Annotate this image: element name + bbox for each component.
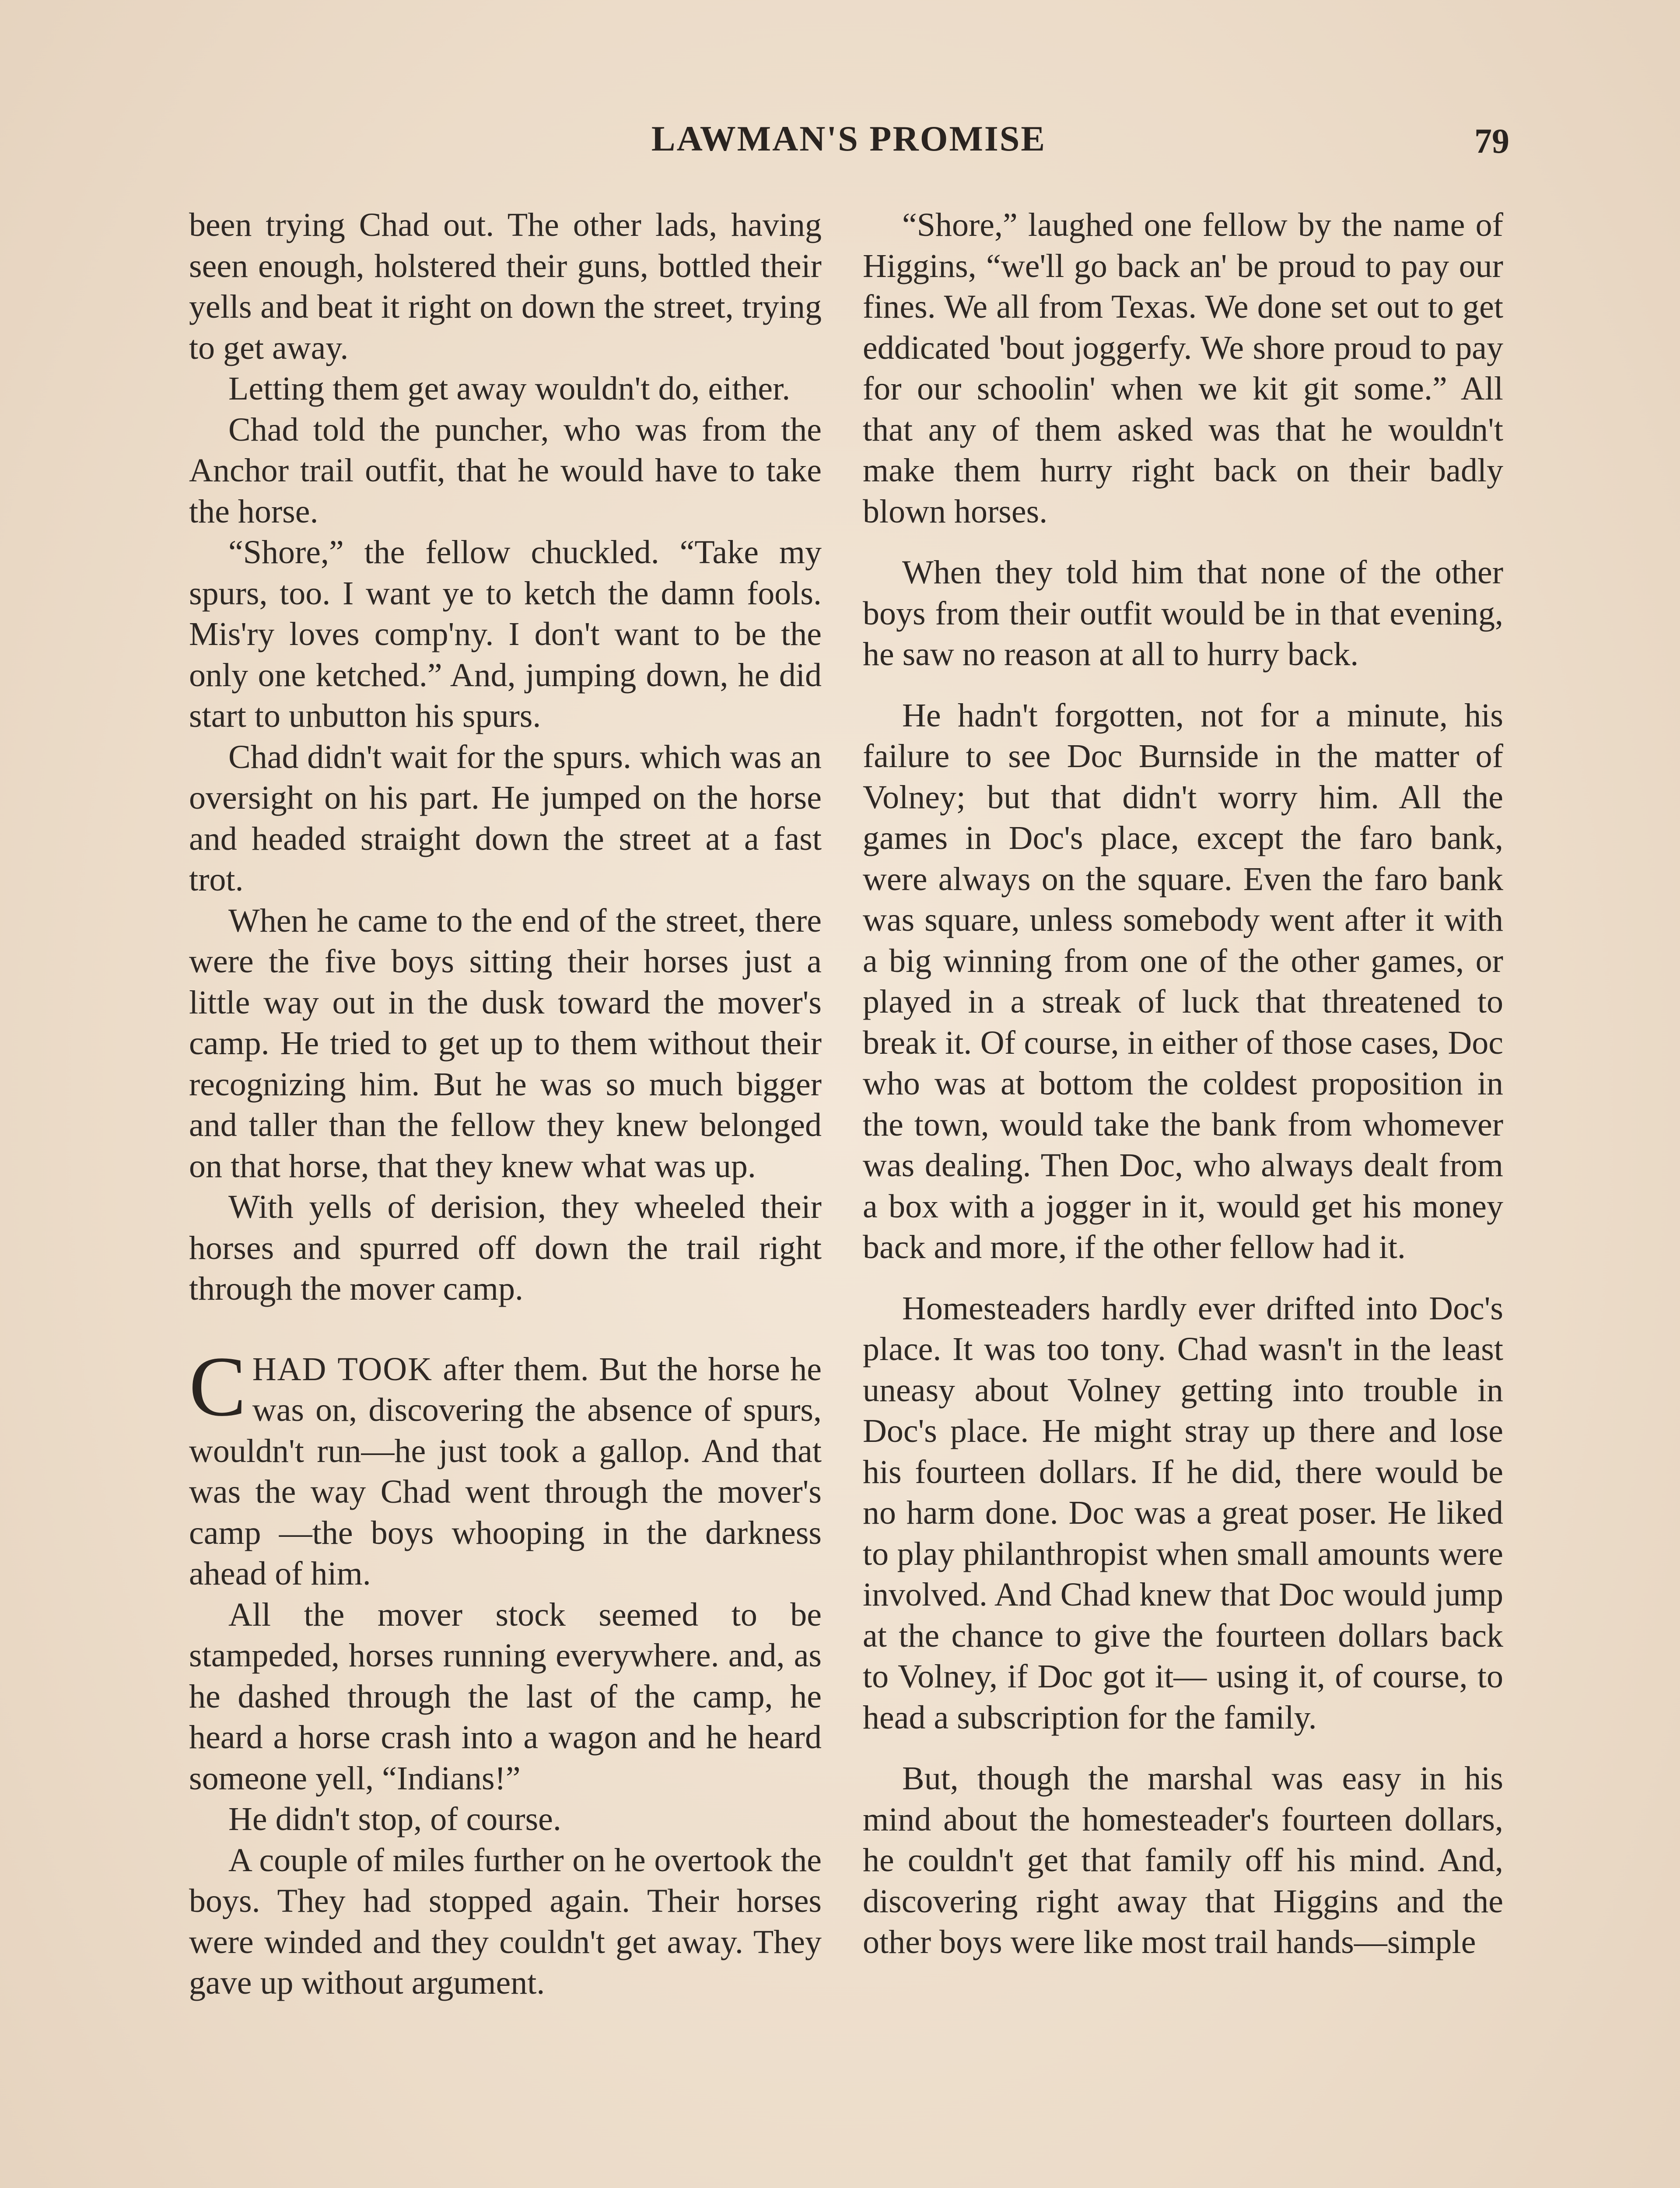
paragraph: Letting them get away wouldn't do, either.: [228, 370, 791, 407]
drop-cap: C: [189, 1339, 246, 1434]
paragraph: He didn't stop, of course.: [228, 1801, 561, 1837]
section-opening-paragraph: [189, 1339, 822, 1595]
paragraph: Chad told the puncher, who was from the Anchor trail outfit, that he would have to take the horse.: [189, 411, 822, 530]
paragraph-text: after them. But the horse he was on, discovering the absence of spurs, wouldn't run—he just took a gallop. And that was the way Chad went through the mover's camp —the boys whooping in the darkness ahead of him.: [189, 1350, 822, 1592]
page-number: 79: [1474, 122, 1509, 161]
paragraph: Chad didn't wait for the spurs. which was an oversight on his part. He jumped on the horse and headed straight down the street at a fast trot.: [189, 738, 822, 898]
paragraph: But, though the marshal was easy in his mind about the homesteader's fourteen dollars, he couldn't get that family off his mind. And, discovering right away that Higgins and the other boys were like most trail hands—simple: [863, 1760, 1503, 1960]
paragraph: All the mover stock seemed to be stampeded, horses running everywhere. and, as he dashed through the last of the camp, he heard a horse crash into a wagon and he heard someone yell, “Indians!”: [189, 1596, 822, 1797]
paragraph: Homesteaders hardly ever drifted into Doc's place. It was too tony. Chad wasn't in the least uneasy about Volney getting into trouble in Doc's place. He might stray up there and lose his fourteen dollars. If he did, there would be no harm done. Doc was a great poser. He liked to play philanthropist when small amounts were involved. And Chad knew that Doc would jump at the chance to give the fourteen dollars back to Volney, if Doc got it— using it, of course, to head a subscription for the family.: [863, 1290, 1503, 1736]
paragraph: been trying Chad out. The other lads, having seen enough, holstered their guns, bottled their yells and beat it right on down the street, trying to get away.: [189, 207, 822, 366]
paragraph: “Shore,” the fellow chuckled. “Take my spurs, too. I want ye to ketch the damn fools. Mis'ry loves comp'ny. I don't want to be the only one ketched.” And, jumping down, he did start to unbutton his spurs.: [189, 534, 822, 734]
page-header: [188, 118, 1509, 171]
paragraph: When he came to the end of the street, there were the five boys sitting their horses just a little way out in the dusk toward the mover's camp. He tried to get up to them without their recognizing him. But he was so much bigger and taller than the fellow they knew belonged on that horse, that they knew what was up.: [189, 902, 822, 1185]
paragraph: With yells of derision, they wheeled their horses and spurred off down the trail right through the mover camp.: [189, 1189, 822, 1307]
paragraph: A couple of miles further on he overtook the boys. They had stopped again. Their horses were winded and they couldn't get away. They gave up without argument.: [189, 1841, 822, 2001]
running-head: LAWMAN'S PROMISE: [651, 119, 1046, 158]
paragraph: He hadn't forgotten, not for a minute, his failure to see Doc Burnside in the matter of Volney; but that didn't worry him. All the games in Doc's place, except the faro bank, were always on the square. Even the faro bank was square, unless somebody went after it with a big winning from one of the other games, or played in a streak of luck that threatened to break it. Of course, in either of those cases, Doc who was at bottom the coldest proposition in the town, would take the bank from whomever was dealing. Then Doc, who always dealt from a box with a jogger in it, would get his money back and more, if the other fellow had it.: [863, 697, 1503, 1266]
lead-in-caps: HAD TOOK: [252, 1350, 433, 1388]
left-column: [189, 205, 822, 2004]
paragraph: “Shore,” laughed one fellow by the name of Higgins, “we'll go back an' be proud to pay our fines. We all from Texas. We done set out to get eddicated 'bout joggerfy. We shore proud to pay for our schoolin' when we kit git some.” All that any of them asked was that he wouldn't make them hurry right back on their badly blown horses.: [863, 207, 1503, 530]
paragraph: When they told him that none of the other boys from their outfit would be in that evening, he saw no reason at all to hurry back.: [863, 554, 1503, 673]
right-column: [863, 205, 1503, 1963]
